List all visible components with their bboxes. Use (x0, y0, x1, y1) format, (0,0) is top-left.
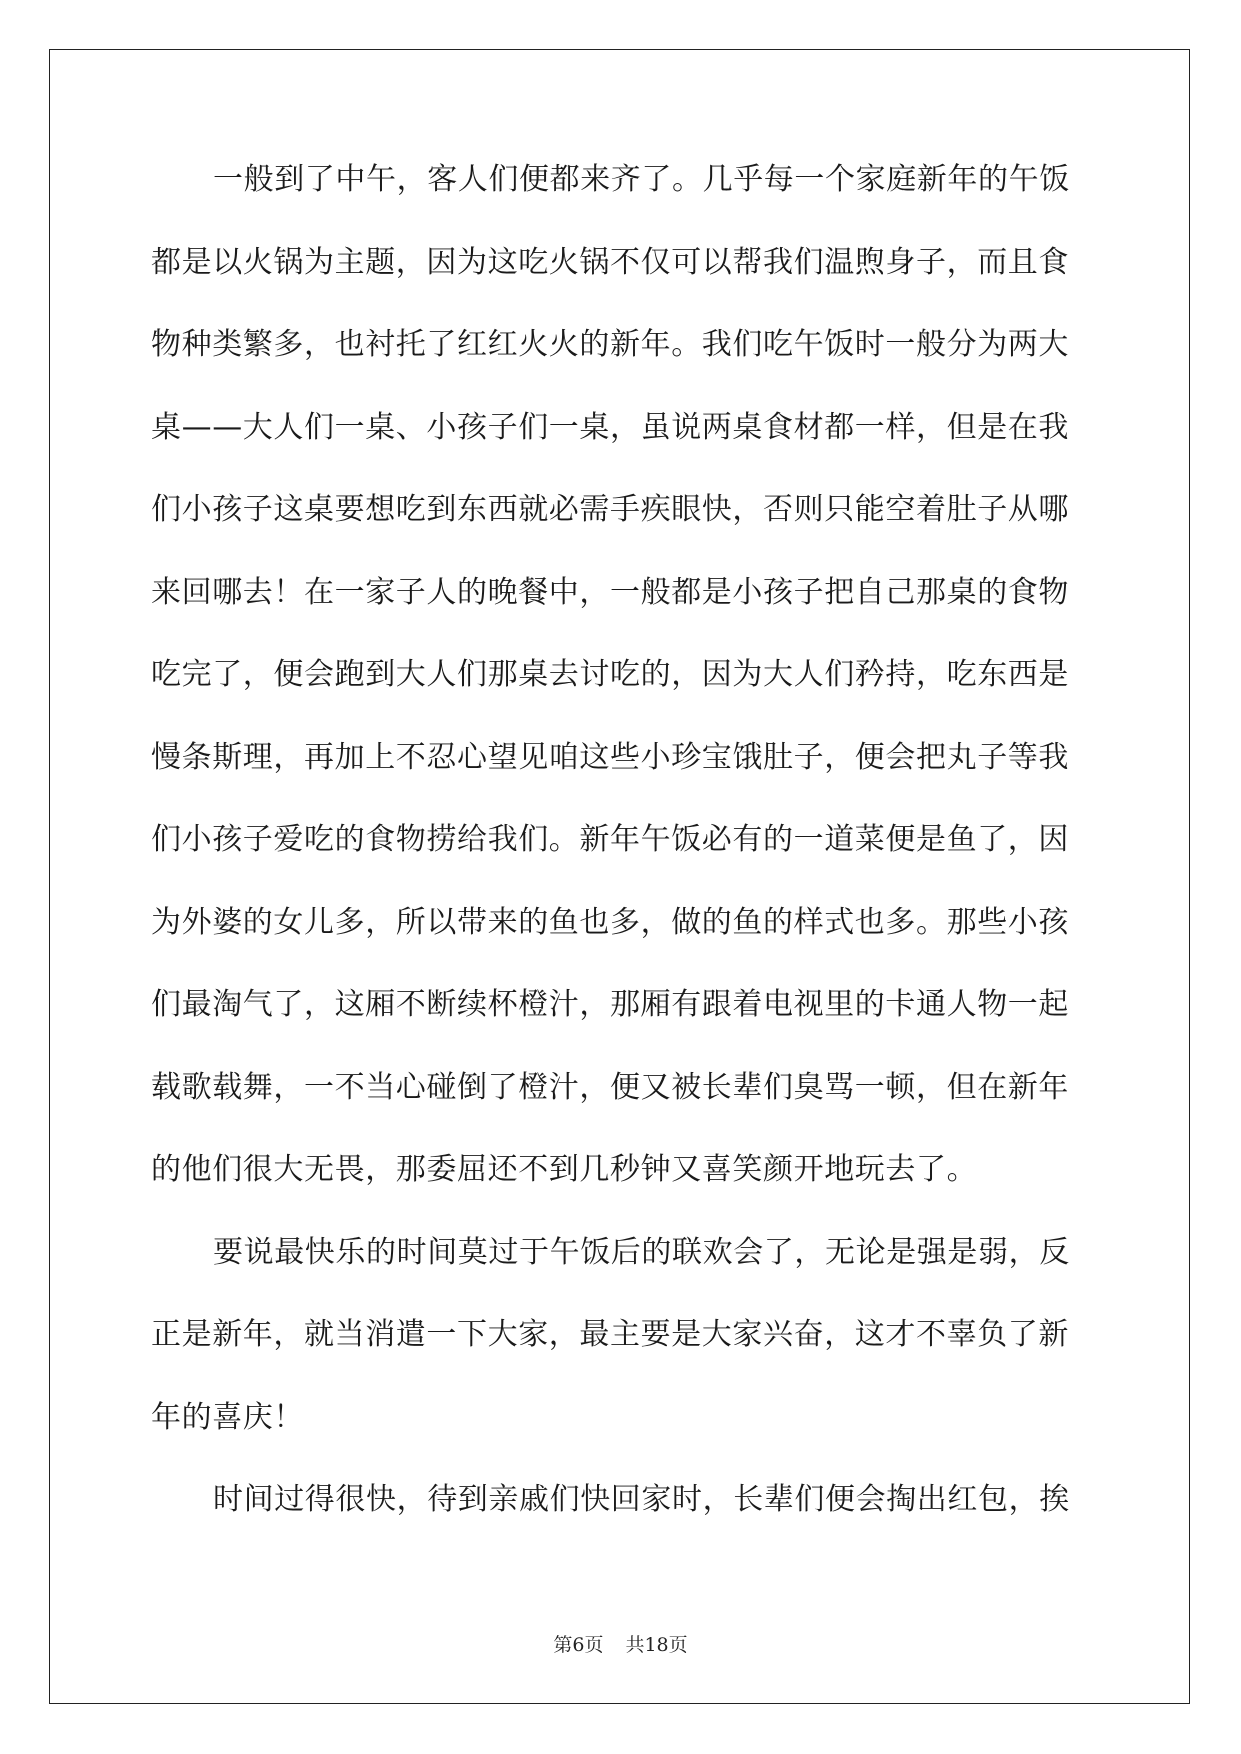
text-line: 时间过得很快，待到亲戚们快回家时，长辈们便会掏出红包，挨 (213, 1482, 1070, 1517)
text-line: 物种类繁多，也衬托了红红火火的新年。我们吃午饭时一般分为两大 (151, 327, 1069, 362)
text-line: 们最淘气了，这厢不断续杯橙汁，那厢有跟着电视里的卡通人物一起 (151, 987, 1069, 1022)
text-line: 一般到了中午，客人们便都来齐了。几乎每一个家庭新年的午饭 (213, 162, 1070, 197)
text-line: 载歌载舞，一不当心碰倒了橙汁，便又被长辈们臭骂一顿，但在新年 (151, 1069, 1069, 1105)
document-body (151, 155, 1091, 1558)
paragraph-3 (151, 1475, 1091, 1558)
page-total: 共18页 (625, 1634, 688, 1656)
text-line: 吃完了，便会跑到大人们那桌去讨吃的，因为大人们矜持，吃东西是 (151, 657, 1069, 692)
text-line: 来回哪去！在一家子人的晚餐中，一般都是小孩子把自己那桌的食物 (151, 574, 1069, 610)
page-footer (0, 1630, 1241, 1657)
page-number: 第6页 (553, 1634, 604, 1656)
paragraph-1 (151, 155, 1091, 1228)
text-line: 慢条斯理，再加上不忍心望见咱这些小珍宝饿肚子，便会把丸子等我 (151, 739, 1069, 775)
paragraph-2 (151, 1228, 1091, 1476)
text-line: 都是以火锅为主题，因为这吃火锅不仅可以帮我们温煦身子，而且食 (151, 244, 1069, 280)
text-line: 正是新年，就当消遣一下大家，最主要是大家兴奋，这才不辜负了新 (151, 1317, 1069, 1352)
text-line: 们小孩子爱吃的食物捞给我们。新年午饭必有的一道菜便是鱼了，因 (151, 822, 1069, 857)
text-line: 们小孩子这桌要想吃到东西就必需手疾眼快，否则只能空着肚子从哪 (151, 492, 1069, 527)
text-line: 为外婆的女儿多，所以带来的鱼也多，做的鱼的样式也多。那些小孩 (151, 904, 1069, 940)
text-line: 年的喜庆！ (151, 1399, 304, 1435)
text-line: 的他们很大无畏，那委屈还不到几秒钟又喜笑颜开地玩去了。 (151, 1152, 978, 1187)
text-line: 要说最快乐的时间莫过于午饭后的联欢会了，无论是强是弱，反 (213, 1234, 1070, 1270)
text-line: 桌——大人们一桌、小孩子们一桌，虽说两桌食材都一样，但是在我 (151, 409, 1069, 445)
